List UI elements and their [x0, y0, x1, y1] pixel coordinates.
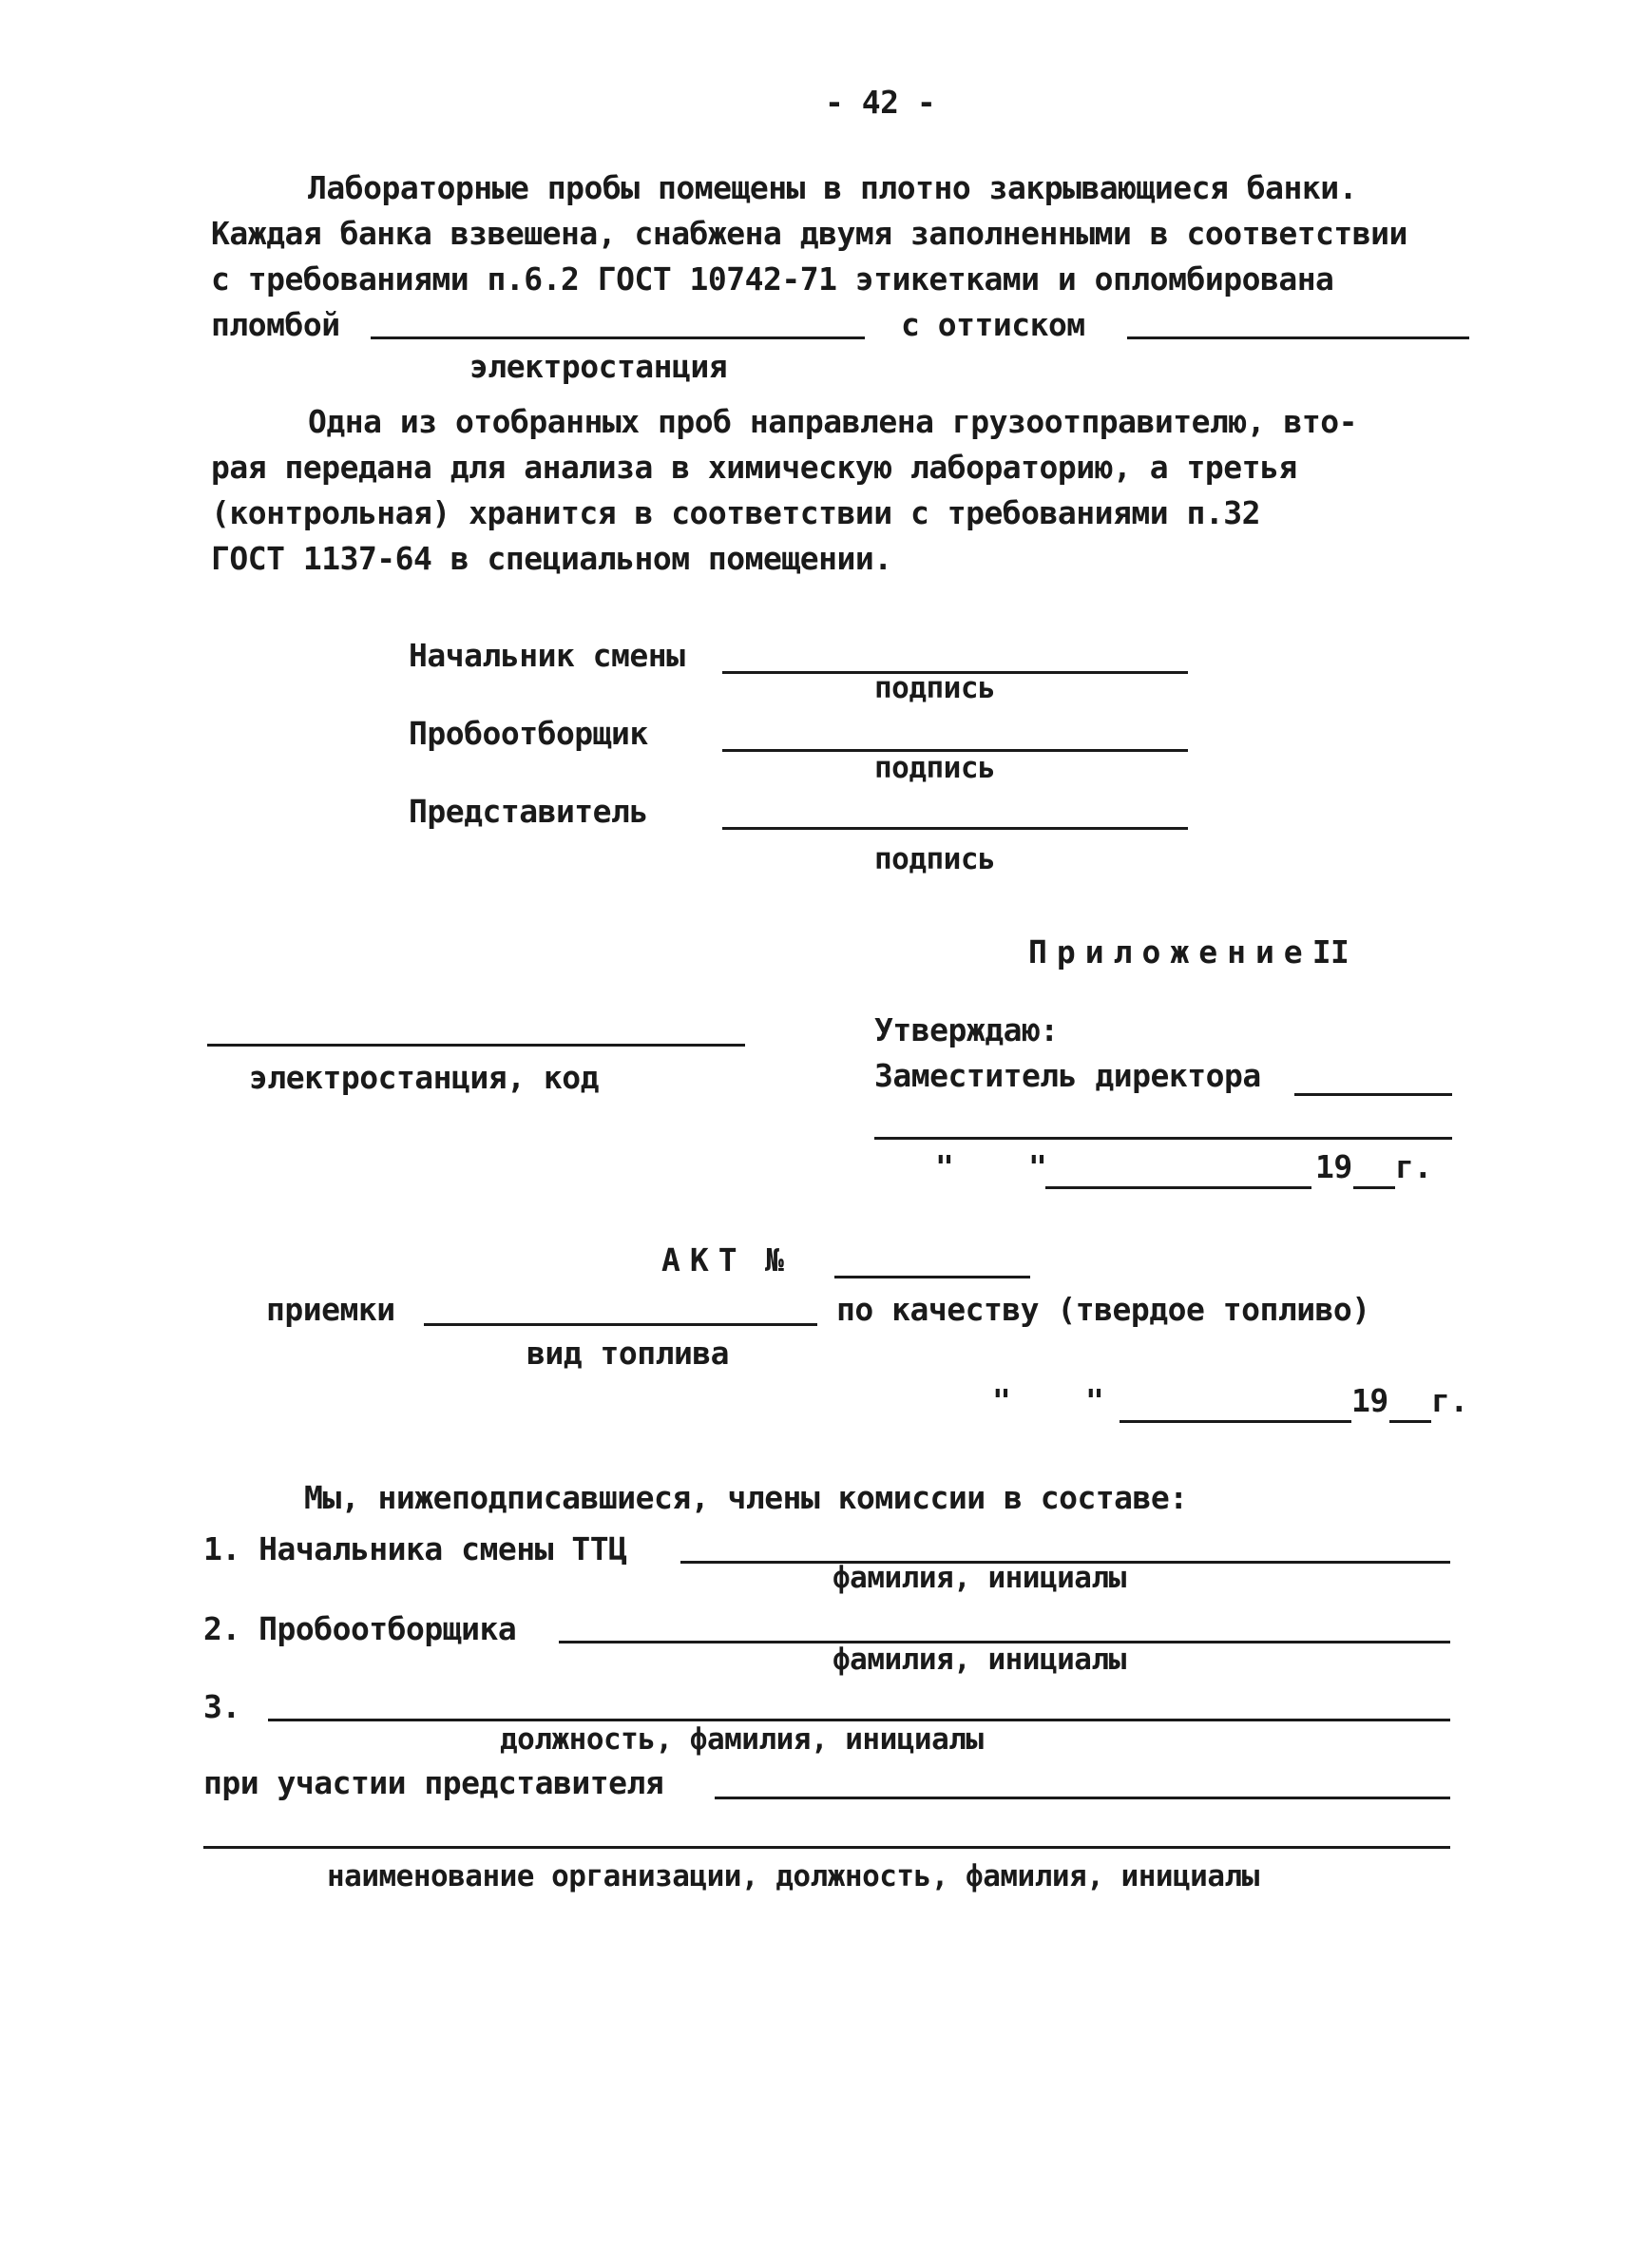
- member-2-caption: фамилия, инициалы: [833, 1643, 1126, 1677]
- member-1-caption: фамилия, инициалы: [833, 1561, 1126, 1595]
- approve-year-suffix: г.: [1395, 1148, 1432, 1185]
- act-number-blank[interactable]: [834, 1276, 1030, 1278]
- representative-label: при участии представителя: [203, 1764, 664, 1801]
- approve-month-blank[interactable]: [1045, 1186, 1311, 1189]
- act-year: 19: [1351, 1382, 1388, 1419]
- approve-year: 19: [1315, 1148, 1352, 1185]
- member-3-label: 3.: [203, 1688, 240, 1725]
- signature-label-representative: Представитель: [409, 793, 648, 830]
- act-title: [661, 1241, 783, 1279]
- approve-date-quote-open: ": [935, 1148, 954, 1185]
- power-station-code-blank[interactable]: [207, 1044, 745, 1047]
- signature-caption-representative: подпись: [874, 842, 996, 876]
- seal-caption: электростанция: [469, 348, 728, 385]
- act-month-blank[interactable]: [1120, 1420, 1351, 1423]
- acceptance-label: приемки: [266, 1291, 395, 1328]
- representative-caption: наименование организации, должность, фамилия, инициалы: [327, 1859, 1259, 1893]
- imprint-label: с оттиском: [901, 306, 1085, 343]
- act-year-suffix: г.: [1431, 1382, 1468, 1419]
- intro-line-2: Каждая банка взвешена, снабжена двумя заполненными в соответствии: [211, 215, 1407, 252]
- member-1-label: 1. Начальника смены ТТЦ: [203, 1530, 627, 1567]
- signature-label-sampler: Пробоотборщик: [409, 715, 648, 752]
- signature-caption-shift-chief: подпись: [874, 671, 996, 705]
- representative-org-blank[interactable]: [203, 1846, 1450, 1849]
- commission-intro: Мы, нижеподписавшиеся, члены комиссии в составе:: [304, 1479, 1188, 1516]
- intro-line-1: Лабораторные пробы помещены в плотно закрывающиеся банки.: [308, 169, 1357, 206]
- paragraph2-line-2: рая передана для анализа в химическую лабораторию, а третья: [211, 449, 1297, 486]
- approve-label: Утверждаю:: [874, 1011, 1059, 1048]
- representative-blank[interactable]: [715, 1797, 1450, 1799]
- approve-year-blank[interactable]: [1353, 1186, 1395, 1189]
- seal-label: пломбой: [211, 306, 340, 343]
- quality-label: по качеству (твердое топливо): [836, 1291, 1370, 1328]
- act-date-quote-close: ": [1085, 1382, 1104, 1419]
- deputy-director-label: Заместитель директора: [874, 1057, 1261, 1094]
- signature-blank-representative[interactable]: [722, 827, 1188, 830]
- appendix-title-text: Приложение: [1028, 933, 1312, 971]
- signature-caption-sampler: подпись: [874, 751, 996, 785]
- appendix-number: II: [1311, 933, 1349, 971]
- member-3-blank[interactable]: [268, 1719, 1450, 1721]
- page-number: - 42 -: [825, 84, 936, 121]
- fuel-type-caption: вид топлива: [526, 1335, 730, 1372]
- act-date-quote-open: ": [992, 1382, 1011, 1419]
- fuel-type-blank[interactable]: [424, 1323, 817, 1326]
- signature-label-shift-chief: Начальник смены: [409, 637, 685, 674]
- member-3-caption: должность, фамилия, инициалы: [500, 1722, 984, 1757]
- act-title-text: АКТ: [661, 1241, 747, 1278]
- power-station-code-caption: электростанция, код: [249, 1059, 599, 1096]
- imprint-blank[interactable]: [1127, 336, 1469, 339]
- paragraph2-line-1: Одна из отобранных проб направлена грузоотправителю, вто-: [308, 403, 1357, 440]
- paragraph2-line-3: (контрольная) хранится в соответствии с требованиями п.32: [211, 494, 1260, 531]
- intro-line-3: с требованиями п.6.2 ГОСТ 10742-71 этикетками и опломбирована: [211, 260, 1334, 298]
- act-year-blank[interactable]: [1389, 1420, 1431, 1423]
- deputy-director-blank[interactable]: [1294, 1093, 1452, 1096]
- approve-date-quote-close: ": [1028, 1148, 1047, 1185]
- member-2-label: 2. Пробоотборщика: [203, 1610, 517, 1647]
- deputy-name-blank[interactable]: [874, 1137, 1452, 1140]
- act-number-sign: №: [764, 1241, 784, 1278]
- paragraph2-line-4: ГОСТ 1137-64 в специальном помещении.: [211, 540, 892, 577]
- seal-blank[interactable]: [371, 336, 865, 339]
- appendix-title: [1028, 933, 1349, 971]
